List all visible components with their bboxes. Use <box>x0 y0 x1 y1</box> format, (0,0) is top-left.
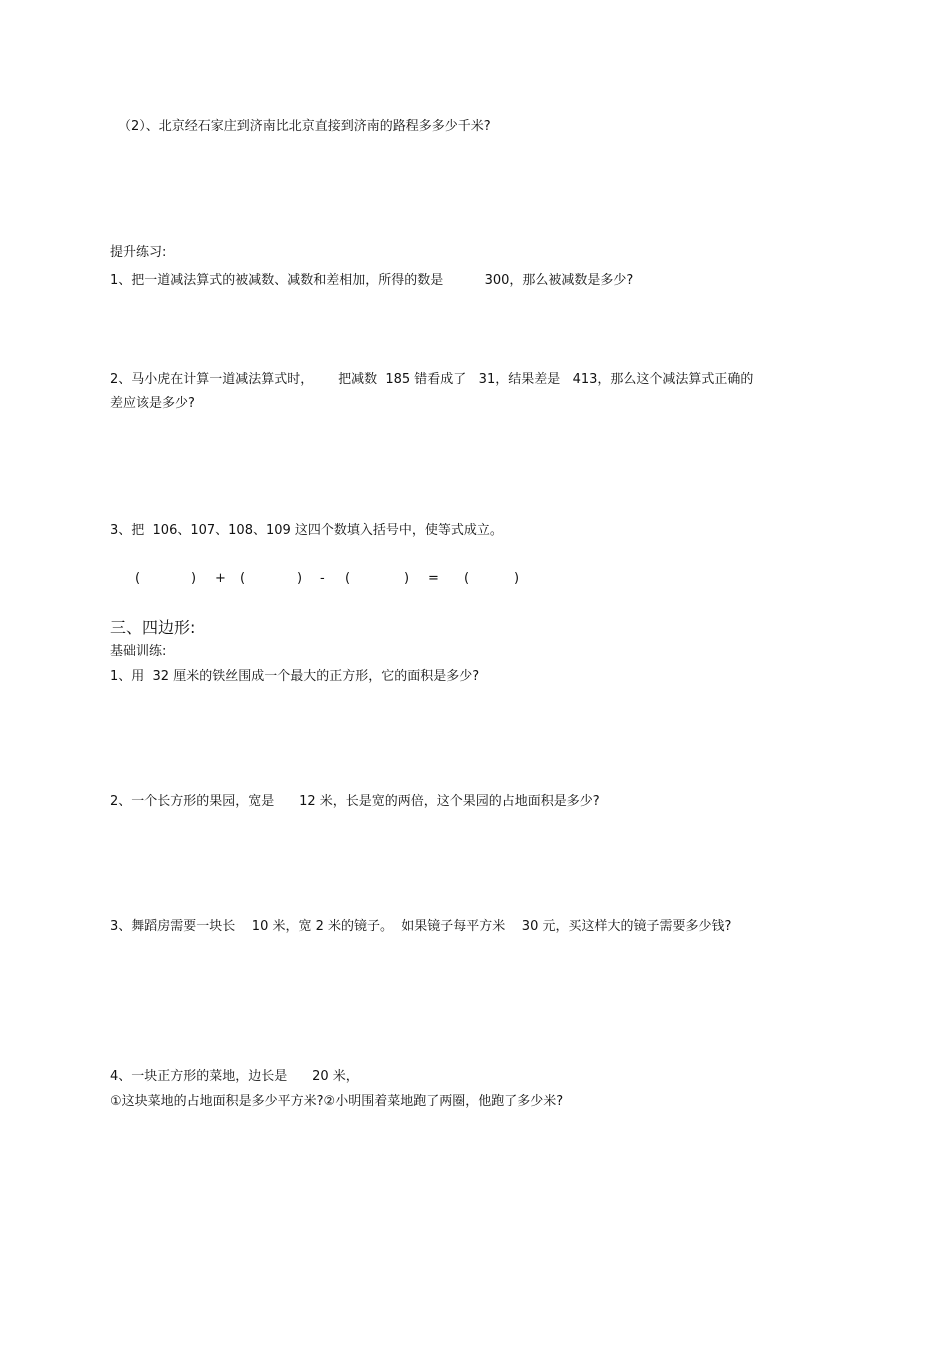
paren-close-2: ) <box>297 571 303 586</box>
question-improve-1: 1、把一道减法算式的被减数、减数和差相加，所得的数是 300，那么被减数是多少? <box>110 273 634 288</box>
question-basic-3: 3、舞蹈房需要一块长 10 米，宽 2 米的镜子。 如果镜子每平方米 30 元，买这样大的镜子需要多少钱? <box>110 919 732 934</box>
question-improve-2-line1: 2、马小虎在计算一道减法算式时， 把减数 185 错看成了 31，结果差是 413，那么这个减法算式正确的 <box>110 372 754 387</box>
question-basic-4-line2: ①这块菜地的占地面积是多少平方米?②小明围着菜地跑了两圈，他跑了多少米? <box>110 1094 564 1109</box>
paren-open-1: ( <box>135 571 141 586</box>
paren-open-3: ( <box>345 571 351 586</box>
paren-close-1: ) <box>191 571 197 586</box>
plus-sign: + <box>215 571 226 586</box>
paren-close-4: ) <box>514 571 520 586</box>
paren-close-3: ) <box>404 571 410 586</box>
equals-sign: = <box>428 571 439 586</box>
section-title-improve: 提升练习: <box>110 245 167 260</box>
question-basic-1: 1、用 32 厘米的铁丝围成一个最大的正方形，它的面积是多少? <box>110 669 480 684</box>
question-improve-2-line2: 差应该是多少? <box>110 396 195 411</box>
paren-open-4: ( <box>464 571 470 586</box>
paren-open-2: ( <box>240 571 246 586</box>
question-improve-3: 3、把 106、107、108、109 这四个数填入括号中，使等式成立。 <box>110 523 503 538</box>
section-title-quadrilateral: 三、四边形: <box>110 618 196 637</box>
minus-sign: - <box>320 571 325 586</box>
question-basic-2: 2、一个长方形的果园，宽是 12 米，长是宽的两倍，这个果园的占地面积是多少? <box>110 794 600 809</box>
question-basic-4-line1: 4、一块正方形的菜地，边长是 20 米， <box>110 1069 359 1084</box>
question-beijing-route: （2）、北京经石家庄到济南比北京直接到济南的路程多多少千米? <box>118 119 491 134</box>
section-title-basic: 基础训练: <box>110 644 167 659</box>
